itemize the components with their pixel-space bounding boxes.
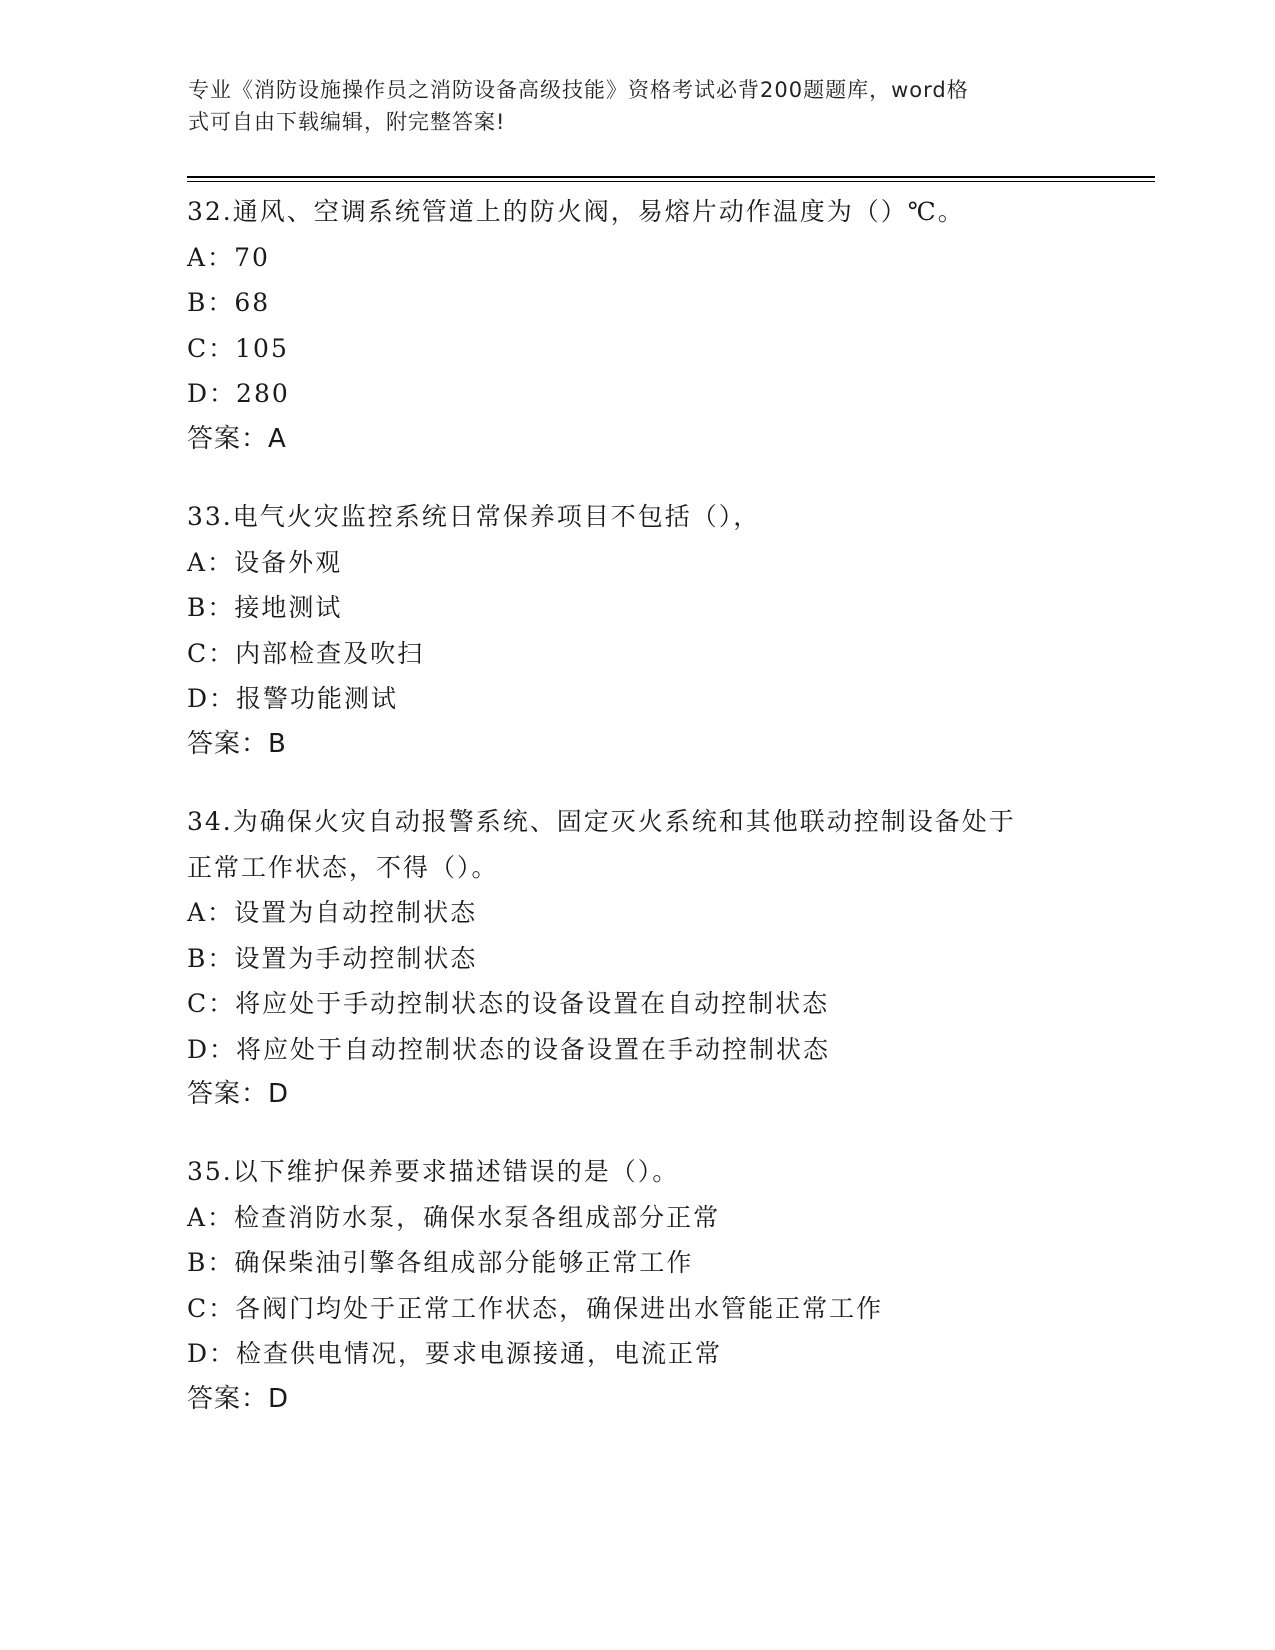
header-divider-thin (187, 181, 1155, 182)
option-d (187, 1331, 1087, 1377)
option-text: 检查消防水泵，确保水泵各组成部分正常 (234, 1202, 721, 1232)
option-label: A： (187, 547, 235, 577)
question-stem (187, 189, 1087, 235)
option-label: B： (187, 593, 235, 622)
question-32 (187, 189, 1087, 494)
option-label: D： (187, 1339, 237, 1368)
option-d (187, 676, 1087, 722)
option-label: D： (187, 684, 237, 713)
option-label: A： (187, 898, 235, 927)
option-c (187, 981, 1087, 1027)
option-text: 确保柴油引擎各组成部分能够正常工作 (234, 1248, 694, 1277)
option-c (187, 631, 1087, 677)
option-b (187, 280, 1087, 326)
question-35 (187, 1149, 1087, 1454)
question-stem-text: 电气火灾监控系统日常保养项目不包括（）， (232, 502, 761, 531)
header-line-2: 式可自由下载编辑，附完整答案! (188, 110, 506, 134)
option-text: 设置为自动控制状态 (234, 898, 478, 927)
answer-value: D (268, 1383, 290, 1414)
option-text: 报警功能测试 (236, 684, 399, 713)
option-text: 将应处于自动控制状态的设备设置在手动控制状态 (236, 1034, 831, 1064)
answer-value: D (268, 1079, 290, 1109)
question-34 (187, 799, 1087, 1149)
option-label: C： (187, 638, 236, 668)
question-stem-text: 以下维护保养要求描述错误的是（）。 (232, 1157, 680, 1186)
option-text: 内部检查及吹扫 (235, 638, 425, 668)
option-text: 280 (236, 379, 290, 408)
option-a (187, 235, 1087, 281)
answer-line (187, 417, 1087, 463)
option-text: 68 (234, 288, 271, 317)
answer-label: 答案： (187, 423, 269, 454)
option-label: B： (187, 1248, 235, 1277)
option-c (187, 326, 1087, 372)
option-d (187, 1027, 1087, 1073)
question-stem (187, 1149, 1087, 1195)
question-stem-text: 为确保火灾自动报警系统、固定灭火系统和其他联动控制设备处于 (232, 807, 1016, 836)
option-text: 105 (235, 333, 289, 363)
option-a (187, 1195, 1087, 1241)
question-stem-continued: 正常工作状态，不得（）。 (187, 852, 499, 882)
option-b (187, 1240, 1087, 1286)
option-text: 各阀门均处于正常工作状态，确保进出水管能正常工作 (235, 1293, 884, 1323)
option-text: 接地测试 (234, 593, 343, 622)
option-text: 检查供电情况，要求电源接通，电流正常 (236, 1339, 723, 1368)
answer-line (187, 1377, 1087, 1423)
answer-value: A (268, 423, 287, 454)
option-a (187, 540, 1087, 586)
option-label: B： (187, 288, 235, 317)
option-label: D： (187, 1034, 237, 1064)
option-text: 设备外观 (234, 547, 343, 577)
document-header (188, 74, 1068, 138)
option-label: D： (187, 379, 237, 408)
answer-label: 答案： (187, 728, 269, 759)
question-stem (187, 494, 1087, 540)
question-33 (187, 494, 1087, 799)
answer-line (187, 722, 1087, 768)
question-list (187, 189, 1087, 1454)
option-label: C： (187, 333, 236, 363)
question-number: 34. (187, 807, 233, 836)
option-a (187, 890, 1087, 936)
option-c (187, 1286, 1087, 1332)
option-d (187, 371, 1087, 417)
question-number: 35. (187, 1157, 233, 1186)
option-text: 设置为手动控制状态 (234, 943, 478, 973)
answer-value: B (268, 728, 287, 759)
option-label: A： (187, 242, 235, 272)
option-label: C： (187, 989, 236, 1018)
header-line-1: 专业《消防设施操作员之消防设备高级技能》资格考试必背200题题库，word格 (188, 78, 969, 102)
question-stem-text: 通风、空调系统管道上的防火阀，易熔片动作温度为（）℃。 (232, 197, 965, 226)
answer-label: 答案： (187, 1079, 269, 1109)
option-text: 70 (234, 242, 270, 272)
header-divider-thick (187, 176, 1155, 178)
answer-label: 答案： (187, 1383, 269, 1414)
question-stem (187, 799, 1087, 845)
option-b (187, 936, 1087, 982)
option-label: C： (187, 1293, 236, 1323)
question-number: 32. (187, 197, 233, 226)
option-b (187, 585, 1087, 631)
option-label: B： (187, 943, 235, 973)
answer-line (187, 1072, 1087, 1118)
option-label: A： (187, 1202, 235, 1232)
question-number: 33. (187, 502, 233, 531)
option-text: 将应处于手动控制状态的设备设置在自动控制状态 (235, 989, 830, 1018)
